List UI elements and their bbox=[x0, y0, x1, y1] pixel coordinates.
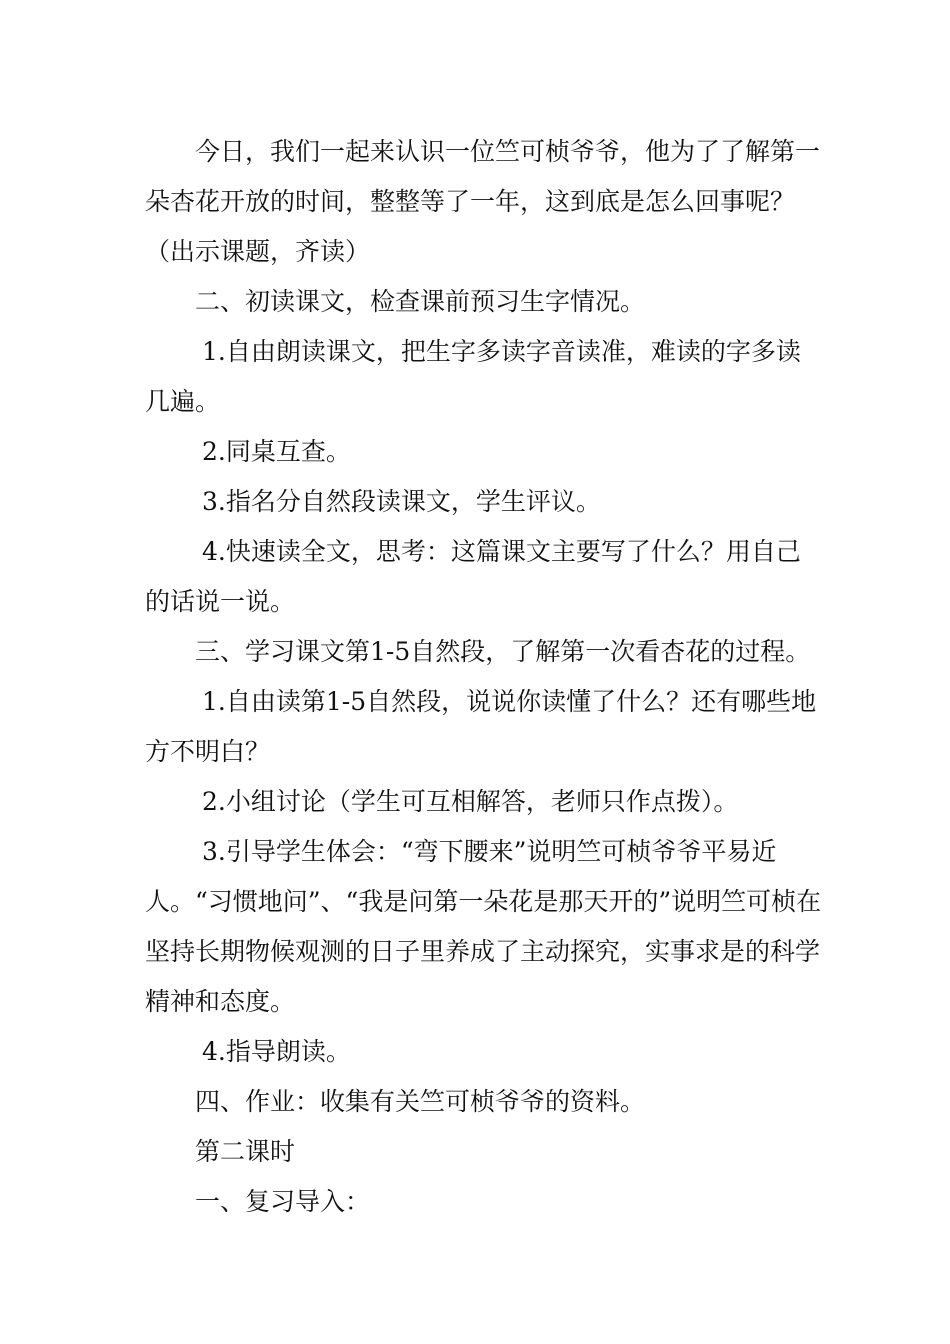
list-item: 2.同桌互查。 bbox=[202, 437, 351, 466]
section-heading-1: 一、复习导入： bbox=[195, 1187, 371, 1216]
section-heading-4: 四、作业：收集有关竺可桢爷爷的资料。 bbox=[195, 1087, 646, 1116]
list-item: 1.自由读第1-5自然段，说说你读懂了什么？还有哪些地方不明白？ bbox=[145, 687, 817, 766]
document-body bbox=[145, 127, 825, 1227]
section-heading-3: 三、学习课文第1-5自然段，了解第一次看杏花的过程。 bbox=[195, 637, 811, 666]
list-item: 3.指名分自然段读课文，学生评议。 bbox=[202, 487, 601, 516]
paragraph-intro: 今日，我们一起来认识一位竺可桢爷爷，他为了了解第一朵杏花开放的时间，整整等了一年，这到底是怎么回事呢？（出示课题，齐读） bbox=[145, 137, 821, 266]
lesson-heading: 第二课时 bbox=[195, 1137, 296, 1166]
list-item: 2.小组讨论（学生可互相解答，老师只作点拨）。 bbox=[202, 787, 739, 816]
list-item: 1.自由朗读课文，把生字多读字音读准，难读的字多读几遍。 bbox=[145, 337, 801, 416]
list-item: 3.引导学生体会：“弯下腰来”说明竺可桢爷爷平易近人。“习惯地问”、“我是问第一朵花是那天开的”说明竺可桢在坚持长期物候观测的日子里养成了主动探究，实事求是的科学精神和态度。 bbox=[145, 837, 822, 1016]
section-heading-2: 二、初读课文，检查课前预习生字情况。 bbox=[195, 287, 646, 316]
list-item: 4.指导朗读。 bbox=[202, 1037, 351, 1066]
list-item: 4.快速读全文，思考：这篇课文主要写了什么？用自己的话说一说。 bbox=[145, 537, 801, 616]
